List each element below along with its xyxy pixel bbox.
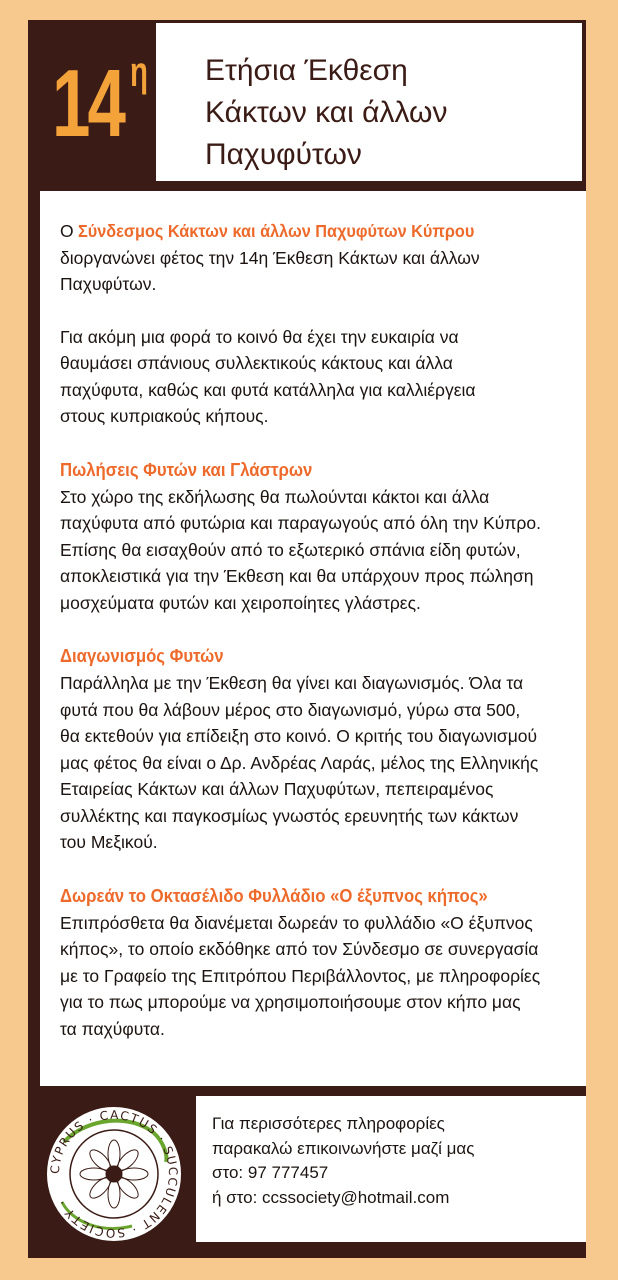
organization-name: Σύνδεσμος Κάκτων και άλλων Παχυφύτων Κύπρου [78,221,475,241]
contact-info [212,1112,582,1210]
society-logo [42,1102,186,1246]
contact-line-2: παρακαλώ επικοινωνήστε μαζί μας [212,1138,475,1158]
spacer [60,616,580,642]
edition-superscript: η [130,48,148,95]
edition-number: 14 [52,50,124,157]
poster-title [205,50,575,176]
section-text-competition: Παράλληλα με την Έκθεση θα γίνει και διαγωνισμός. Όλα τα φυτά που θα λάβουν μέρος στο διαγωνισμό, γύρω στα 500, θα εκτεθούν για επίδειξη στο κοινό. Ο κριτής του διαγωνισμού μας φέτος θα είναι ο Δρ. Ανδρέας Λαράς, μέλος της Ελληνικής Εταιρείας Κάκτων και άλλων Παχυφύτων, πεπειραμένος συλλέκτης και παγκοσμίως γνωστός ερευνητής των κάκτων του Μεξικού. [60,673,539,852]
contact-email: ή στο: ccssociety@hotmail.com [212,1187,450,1207]
title-line-2: Κάκτων και άλλων [205,96,448,129]
edition-badge [46,46,154,166]
spacer [60,856,580,882]
title-line-3: Παχυφύτων [205,138,362,171]
society-logo-graphic [42,1102,186,1246]
intro-paragraph [60,218,580,298]
spacer [60,430,580,456]
section-text-sales: Στο χώρο της εκδήλωσης θα πωλούνται κάκτοι και άλλα παχύφυτα από φυτώρια και παραγωγούς από όλη την Κύπρο. Επίσης θα εισαχθούν από το εξωτερικό σπάνια είδη φυτών, αποκλειστικά για την Έκθεση και θα υπάρχουν προς πώληση μοσχεύματα φυτών και χειροποίητες γλάστρες. [60,486,541,613]
title-line-1: Ετήσια Έκθεση [205,54,408,87]
contact-phone: στο: 97 777457 [212,1163,329,1182]
contact-line-1: Για περισσότερες πληροφορίες [212,1114,445,1133]
intro-prefix: Ο [60,221,79,241]
section-heading-booklet: Δωρεάν το Οκτασέλιδο Φυλλάδιο «Ο έξυπνος κήπος» [60,885,488,906]
logo-ring-textpath: CYPRUS · CACTUS · SUCCULENT · SOCIETY · [47,1107,181,1241]
spacer [60,298,580,324]
intro-text: διοργανώνει φέτος την 14η Έκθεση Κάκτων και άλλων Παχυφύτων. [60,247,480,294]
section-heading-sales: Πωλήσεις Φυτών και Γλάστρων [60,459,313,480]
paragraph-exhibition: Για ακόμη μια φορά το κοινό θα έχει την ευκαιρία να θαυμάσει σπάνιους συλλεκτικούς κάκτους και άλλα παχύφυτα, καθώς και φυτά κατάλληλα για καλλιέργεια στους κυπριακούς κήπους. [60,326,476,426]
body-content [60,218,580,1042]
section-text-booklet: Επιπρόσθετα θα διανέμεται δωρεάν το φυλλάδιο «Ο έξυπνος κήπος», το οποίο εκδόθηκε από τον Σύνδεσμο σε συνεργασία με το Γραφείο της Επιτρόπου Περιβάλλοντος, με πληροφορίες για το πως μπορούμε να χρησιμοποιήσουμε στον κήπο μας τα παχύφυτα. [60,912,541,1039]
section-heading-competition: Διαγωνισμός Φυτών [60,646,224,666]
